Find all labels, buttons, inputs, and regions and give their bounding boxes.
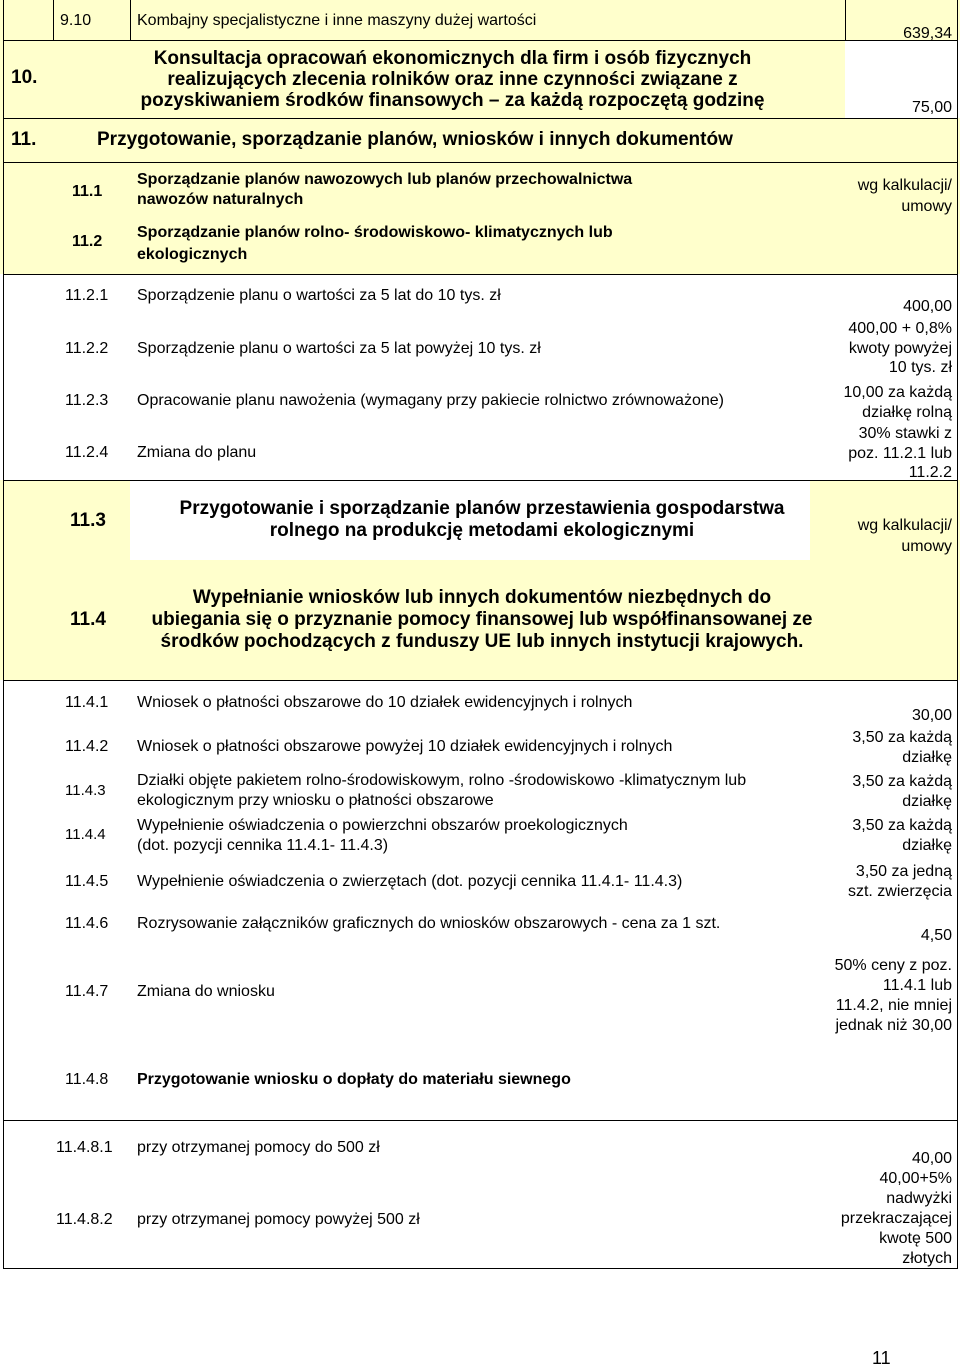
price-11-4-8-2-e: złotych (902, 1250, 952, 1267)
highlight-section-11-3 (0, 480, 130, 560)
num-11-2-3: 11.2.3 (65, 392, 109, 409)
text-11-2-3: Opracowanie planu nawożenia (wymagany przy pakiecie rolnictwo zrównoważone) (137, 392, 724, 409)
row-line (3, 680, 958, 681)
num-11-4-6: 11.4.6 (65, 915, 109, 932)
num-11-3: 11.3 (70, 510, 106, 531)
price-11-2-2-c: 10 tys. zł (888, 359, 952, 376)
price-11-2-2-a: 400,00 + 0,8% (848, 320, 952, 337)
text-11-1-a: Sporządzanie planów nawozowych lub planów przechowalnictwa (137, 171, 633, 188)
text-9-10: Kombajny specjalistyczne i inne maszyny dużej wartości (137, 12, 537, 29)
price-11-4-7-d: jednak niż 30,00 (835, 1017, 952, 1034)
border-right (957, 0, 958, 1268)
text-11-4-5: Wypełnienie oświadczenia o zwierzętach (dot. pozycji cennika 11.4.1- 11.4.3) (137, 873, 683, 890)
text-11-3-b: rolnego na produkcję metodami ekologicznymi (269, 520, 695, 541)
row-line (3, 118, 958, 119)
text-11-4-b: ubiegania się o przyznanie pomocy finansowej lub współfinansowanej ze (151, 609, 813, 630)
text-11-4-7: Zmiana do wniosku (137, 983, 275, 1000)
num-11-4-5: 11.4.5 (65, 873, 109, 890)
num-10: 10. (11, 67, 38, 88)
price-11-4-7-a: 50% ceny z poz. (834, 957, 952, 974)
num-11-4-8-1: 11.4.8.1 (56, 1139, 113, 1156)
num-11-2-1: 11.2.1 (65, 287, 109, 304)
text-11-2-2: Sporządzenie planu o wartości za 5 lat powyżej 10 tys. zł (137, 340, 541, 357)
text-10-line1: Konsultacja opracowań ekonomicznych dla firm i osób fizycznych (153, 48, 752, 69)
num-11-4-3: 11.4.3 (65, 782, 106, 799)
row-line (3, 1120, 958, 1121)
price-11-4-3-b: działkę (902, 793, 952, 810)
num-11-2: 11.2 (72, 233, 103, 250)
col-divider (53, 0, 54, 40)
price-11-2-1: 400,00 (903, 298, 952, 315)
num-11-2-4: 11.2.4 (65, 444, 109, 461)
text-11-2-4: Zmiana do planu (137, 444, 257, 461)
text-11-4-4-a: Wypełnienie oświadczenia o powierzchni obszarów proekologicznych (137, 817, 628, 834)
price-11-2-3-b: działkę rolną (862, 404, 952, 421)
price-11-3-b: umowy (901, 538, 952, 555)
text-11-4-1: Wniosek o płatności obszarowe do 10 działek ewidencyjnych i rolnych (137, 694, 633, 711)
price-11-4-3-a: 3,50 za każdą (852, 773, 952, 790)
col-divider-price (845, 0, 846, 40)
price-11-4-1: 30,00 (911, 707, 952, 724)
text-11-2-a: Sporządzanie planów rolno- środowiskowo- klimatycznych lub (137, 224, 613, 241)
price-11-4-8-2-a: 40,00+5% (879, 1170, 952, 1187)
text-11-3-a: Przygotowanie i sporządzanie planów przestawienia gospodarstwa (179, 498, 785, 519)
border-left (3, 0, 4, 1268)
text-11-4-2: Wniosek o płatności obszarowe powyżej 10 działek ewidencyjnych i rolnych (137, 738, 673, 755)
num-11-4-2: 11.4.2 (65, 738, 109, 755)
price-11-4-8-2-d: kwotę 500 (879, 1230, 952, 1247)
num-11-4-8-2: 11.4.8.2 (56, 1211, 113, 1228)
price-11-4-6: 4,50 (920, 927, 952, 944)
price-11-2-2-b: kwoty powyżej (848, 340, 952, 357)
text-11-4-3-b: ekologicznym przy wniosku o płatności obszarowe (137, 792, 494, 809)
text-11-2-1: Sporządzenie planu o wartości za 5 lat do 10 tys. zł (137, 287, 501, 304)
num-11-1: 11.1 (72, 183, 103, 200)
text-11-4-a: Wypełnianie wniosków lub innych dokumentów niezbędnych do (192, 587, 772, 608)
price-11-4-5-a: 3,50 za jedną (855, 863, 952, 880)
row-line (3, 274, 958, 275)
price-11-4-8-2-b: nadwyżki (886, 1190, 952, 1207)
price-11-2-4-c: 11.2.2 (908, 464, 952, 481)
text-11-4-8: Przygotowanie wniosku o dopłaty do materiału siewnego (137, 1071, 571, 1088)
title-11: Przygotowanie, sporządzanie planów, wniosków i innych dokumentów (97, 129, 733, 150)
price-11-4-2-a: 3,50 za każdą (852, 729, 952, 746)
text-11-2-b: ekologicznych (137, 246, 248, 263)
text-10-line2: realizujących zlecenia rolników oraz inne czynności związane z (167, 69, 738, 90)
num-11-4-8: 11.4.8 (65, 1071, 109, 1088)
price-11-4-5-b: szt. zwierzęcia (847, 883, 952, 900)
price-11-b: umowy (901, 198, 952, 215)
price-11-4-7-c: 11.4.2, nie mniej (835, 997, 952, 1014)
num-11-4-4: 11.4.4 (65, 826, 106, 843)
num-11-4-1: 11.4.1 (65, 694, 109, 711)
price-11-4-7-b: 11.4.1 lub (882, 977, 952, 994)
col-divider-num (130, 0, 131, 40)
num-11: 11. (11, 129, 37, 150)
row-line (3, 40, 958, 41)
price-11-4-8-1: 40,00 (911, 1150, 952, 1167)
price-11-a: wg kalkulacji/ (857, 177, 952, 194)
price-11-4-8-2-c: przekraczającej (840, 1210, 952, 1227)
price-9-10: 639,34 (903, 25, 952, 42)
text-10-line3: pozyskiwaniem środków finansowych – za każdą rozpoczętą godzinę (140, 90, 765, 111)
num-11-2-2: 11.2.2 (65, 340, 109, 357)
text-11-4-4-b: (dot. pozycji cennika 11.4.1- 11.4.3) (137, 837, 389, 854)
price-11-4-4-b: działkę (902, 837, 952, 854)
page-number: 11 (872, 1348, 891, 1368)
price-11-3-a: wg kalkulacji/ (857, 517, 952, 534)
text-11-4-6: Rozrysowanie załączników graficznych do wniosków obszarowych - cena za 1 szt. (137, 915, 721, 932)
text-11-4-c: środków pochodzących z funduszy UE lub innych instytucji krajowych. (160, 631, 804, 652)
price-11-2-4-b: poz. 11.2.1 lub (848, 445, 952, 462)
text-11-4-8-2: przy otrzymanej pomocy powyżej 500 zł (137, 1211, 420, 1228)
num-11-4-7: 11.4.7 (65, 983, 109, 1000)
text-11-1-b: nawozów naturalnych (137, 191, 304, 208)
price-10: 75,00 (911, 99, 952, 116)
text-11-4-8-1: przy otrzymanej pomocy do 500 zł (137, 1139, 380, 1156)
num-11-4: 11.4 (70, 609, 106, 630)
price-11-2-3-a: 10,00 za każdą (843, 384, 952, 401)
num-9-10: 9.10 (60, 12, 92, 29)
price-11-4-4-a: 3,50 za każdą (852, 817, 952, 834)
price-11-4-2-b: działkę (902, 749, 952, 766)
row-line (3, 162, 958, 163)
price-11-2-4-a: 30% stawki z (858, 425, 952, 442)
text-11-4-3-a: Działki objęte pakietem rolno-środowiskowym, rolno -środowiskowo -klimatycznym lub (137, 772, 747, 789)
